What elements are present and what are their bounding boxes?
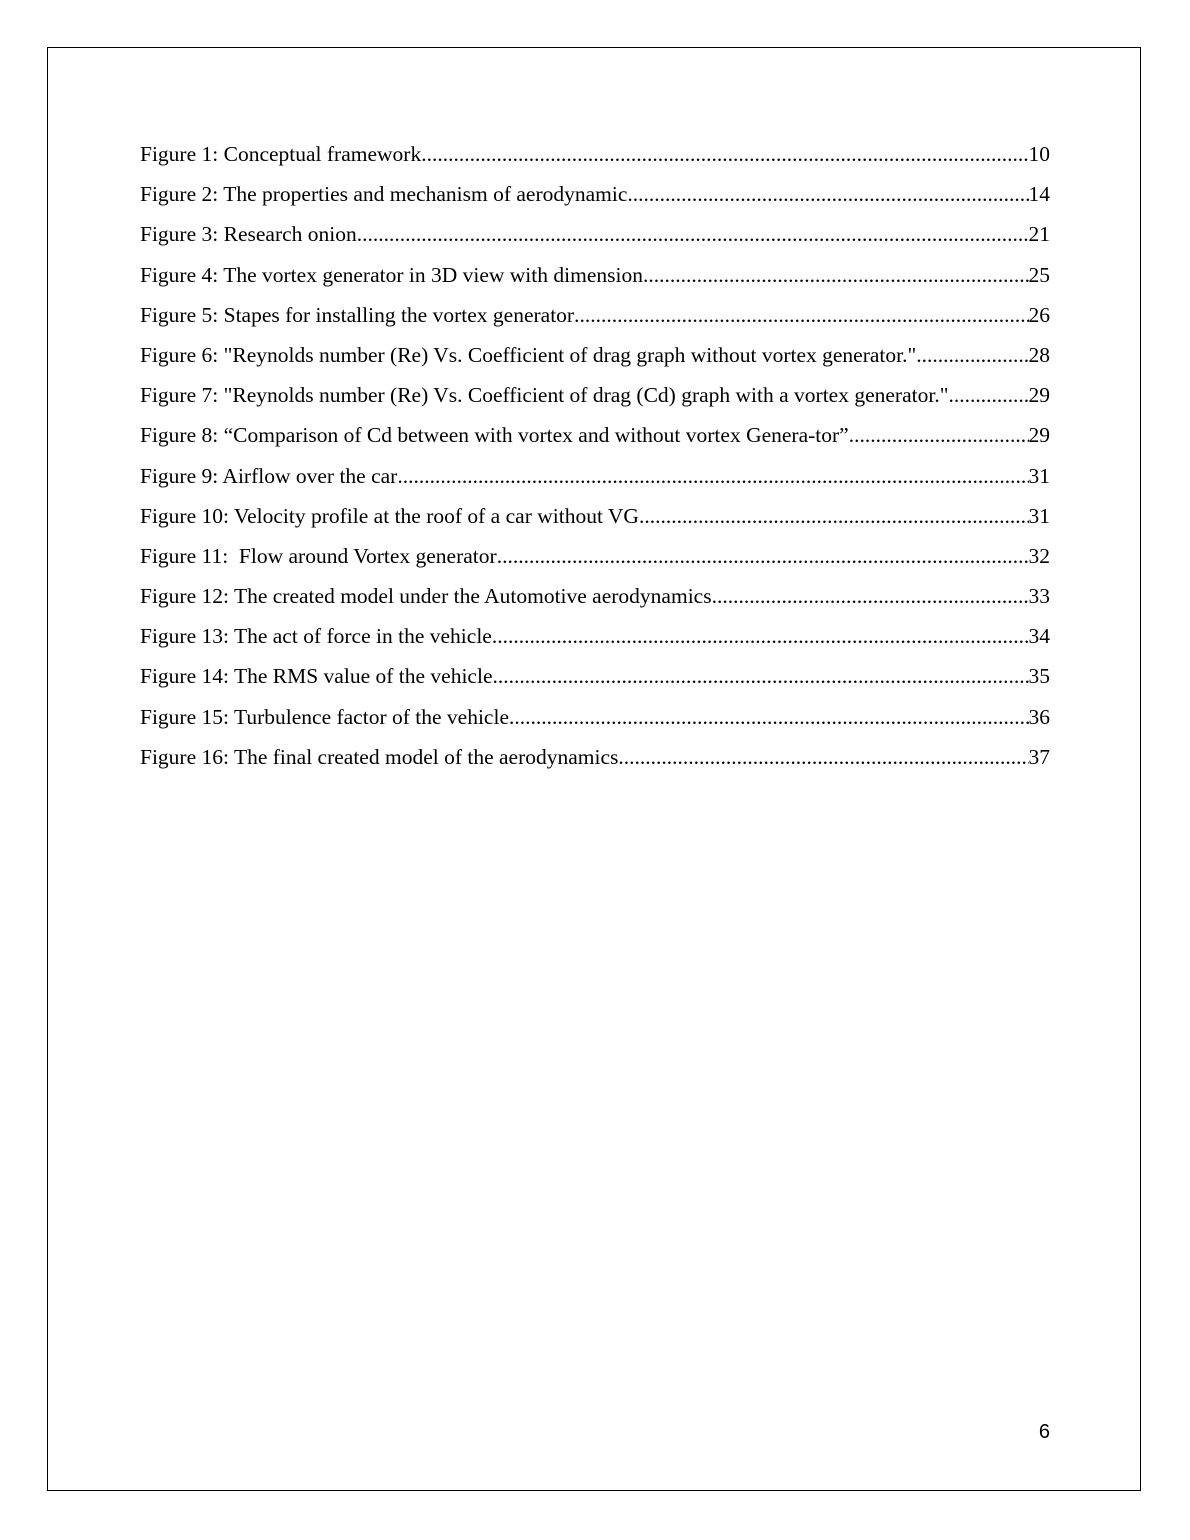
- toc-entry-page: 32: [1028, 543, 1050, 568]
- toc-entry-label: Figure 5: Stapes for installing the vortex generator: [140, 302, 575, 327]
- toc-entry[interactable]: [140, 703, 1050, 743]
- toc-dot-leader: [574, 301, 1028, 329]
- toc-entry-page: 31: [1028, 503, 1050, 528]
- toc-entry-label: Figure 7: "Reynolds number (Re) Vs. Coefficient of drag (Cd) graph with a vortex generator.": [140, 383, 949, 408]
- toc-entry[interactable]: [140, 582, 1050, 622]
- toc-entry-label: Figure 2: The properties and mechanism of aerodynamic: [140, 182, 628, 207]
- toc-entry-label: Figure 13: The act of force in the vehicle: [140, 624, 492, 649]
- toc-entry[interactable]: [140, 261, 1050, 301]
- toc-entry-page: 37: [1028, 744, 1050, 769]
- toc-entry[interactable]: [140, 622, 1050, 662]
- toc-entry-label: Figure 1: Conceptual framework: [140, 142, 422, 166]
- toc-dot-leader: [712, 582, 1029, 610]
- toc-entry-label: Figure 11: Flow around Vortex generator: [140, 543, 497, 568]
- toc-entry-page: 36: [1028, 704, 1050, 729]
- list-of-figures: [140, 140, 1050, 783]
- toc-dot-leader: [493, 662, 1029, 690]
- toc-dot-leader: [849, 421, 1029, 449]
- toc-entry-page: 31: [1028, 463, 1050, 488]
- toc-entry-page: 33: [1028, 584, 1050, 609]
- toc-entry-page: 28: [1028, 342, 1050, 367]
- toc-entry-page: 34: [1028, 624, 1050, 649]
- toc-dot-leader: [492, 622, 1029, 650]
- toc-entry[interactable]: [140, 421, 1050, 461]
- toc-entry-page: 10: [1028, 142, 1050, 166]
- toc-dot-leader: [949, 381, 1029, 409]
- toc-entry-label: Figure 12: The created model under the Automotive aerodynamics: [140, 584, 712, 609]
- toc-entry[interactable]: [140, 462, 1050, 502]
- toc-dot-leader: [497, 542, 1029, 570]
- toc-entry[interactable]: [140, 542, 1050, 582]
- toc-entry[interactable]: [140, 502, 1050, 542]
- toc-dot-leader: [916, 341, 1028, 369]
- toc-entry-label: Figure 16: The final created model of the aerodynamics: [140, 744, 619, 769]
- toc-entry-label: Figure 6: "Reynolds number (Re) Vs. Coefficient of drag graph without vortex generator.": [140, 342, 917, 367]
- toc-entry-page: 21: [1028, 222, 1050, 247]
- toc-entry-page: 26: [1028, 302, 1050, 327]
- toc-entry-page: 29: [1028, 383, 1050, 408]
- toc-dot-leader: [639, 502, 1029, 530]
- toc-entry[interactable]: [140, 140, 1050, 180]
- toc-dot-leader: [397, 462, 1028, 490]
- toc-entry-label: Figure 14: The RMS value of the vehicle: [140, 664, 493, 689]
- toc-entry-label: Figure 3: Research onion: [140, 222, 357, 247]
- toc-dot-leader: [509, 703, 1029, 731]
- toc-entry-label: Figure 4: The vortex generator in 3D view with dimension: [140, 262, 643, 287]
- toc-entry-page: 29: [1028, 423, 1050, 448]
- toc-dot-leader: [618, 743, 1028, 771]
- toc-entry[interactable]: [140, 341, 1050, 381]
- toc-entry-label: Figure 9: Airflow over the car: [140, 463, 398, 488]
- toc-dot-leader: [643, 261, 1029, 289]
- toc-entry[interactable]: [140, 220, 1050, 260]
- toc-dot-leader: [421, 140, 1028, 168]
- toc-dot-leader: [357, 220, 1029, 248]
- toc-entry-page: 35: [1028, 664, 1050, 689]
- toc-dot-leader: [627, 180, 1028, 208]
- toc-entry[interactable]: [140, 743, 1050, 783]
- toc-entry-page: 14: [1028, 182, 1050, 207]
- toc-entry[interactable]: [140, 180, 1050, 220]
- toc-entry[interactable]: [140, 301, 1050, 341]
- toc-entry[interactable]: [140, 662, 1050, 702]
- toc-entry-label: Figure 10: Velocity profile at the roof of a car without VG: [140, 503, 639, 528]
- toc-entry[interactable]: [140, 381, 1050, 421]
- toc-entry-label: Figure 8: “Comparison of Cd between with vortex and without vortex Genera-tor”: [140, 423, 849, 448]
- toc-entry-page: 25: [1028, 262, 1050, 287]
- toc-entry-label: Figure 15: Turbulence factor of the vehicle: [140, 704, 509, 729]
- page-number: 6: [1038, 1421, 1050, 1443]
